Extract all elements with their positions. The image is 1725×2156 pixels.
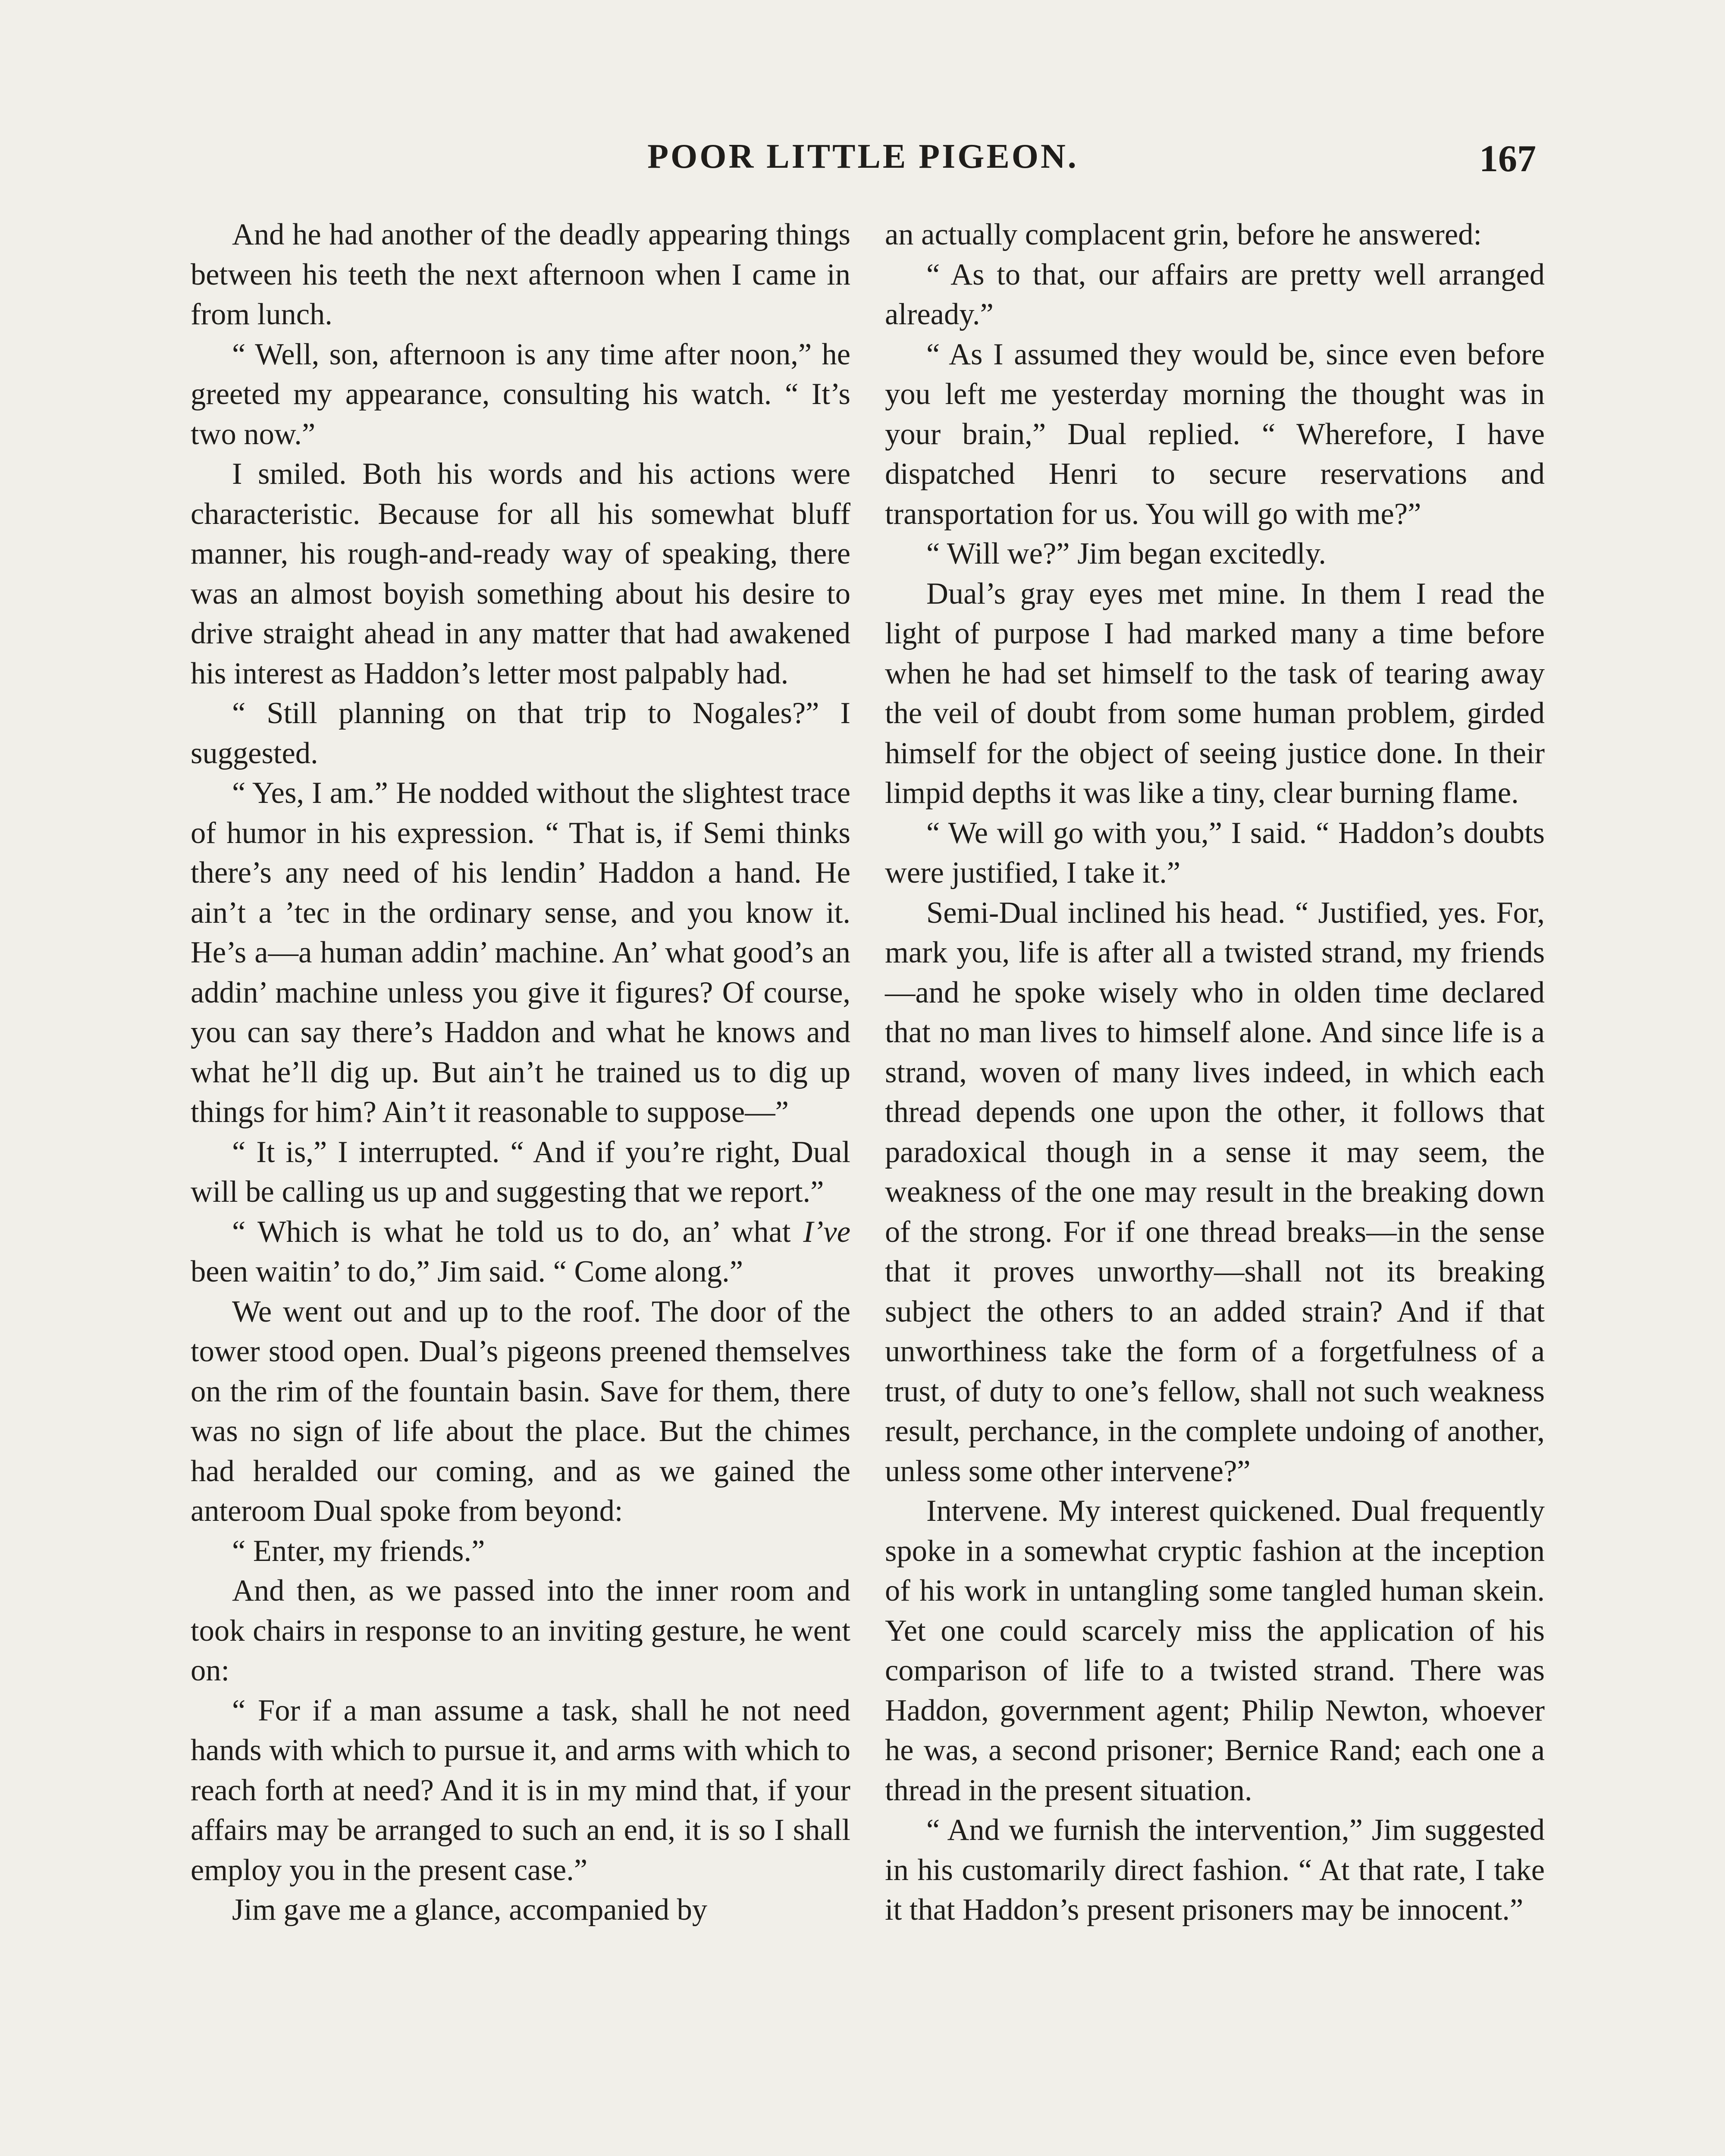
paragraph: “ Enter, my friends.”: [232, 1534, 485, 1568]
paragraph: Semi-Dual inclined his head. “ Justified, yes. For, mark you, life is after all a twisted strand, my friends—and he spoke wisely who in olden time declared that no man lives to himself alone. And since life is a strand, woven of many lives indeed, in which each thread depends one upon the other, it follows that paradoxical though in a sense it may seem, the weakness of the one may result in the breaking down of the strong. For if one thread breaks—in the sense that it proves unworthy—shall not its breaking subject the others to an added strain? And if that unworthiness take the form of a forgetfulness of a trust, of duty to one’s fellow, shall not such weakness result, perchance, in the complete undoing of another, unless some other intervene?”: [885, 896, 1545, 1488]
running-title: POOR LITTLE PIGEON.: [647, 138, 1079, 175]
page-header: [190, 137, 1536, 185]
paragraph: “ Still planning on that trip to Nogales?” I suggested.: [191, 696, 850, 770]
paragraph: We went out and up to the roof. The door of the tower stood open. Dual’s pigeons preened themselves on the rim of the fountain basin. Save for them, there was no sign of life about the place. But the chimes had heralded our coming, and as we gained the anteroom Dual spoke from beyond:: [191, 1294, 850, 1528]
paragraph: And then, as we passed into the inner room and took chairs in response to an inviting gesture, he went on:: [191, 1574, 850, 1687]
paragraph: “ Which is what he told us to do, an’ what I’ve been waitin’ to do,” Jim said. “ Come along.”: [191, 1215, 850, 1288]
paragraph: “ As to that, our affairs are pretty well arranged already.”: [885, 257, 1545, 331]
left-column: [191, 215, 850, 1930]
paragraph: Dual’s gray eyes met mine. In them I read the light of purpose I had marked many a time before when he had set himself to the task of tearing away the veil of doubt from some human problem, girded himself for the object of seeing justice done. In their limpid depths it was like a tiny, clear burning flame.: [885, 577, 1545, 810]
paragraph: “ And we furnish the intervention,” Jim suggested in his customarily direct fashion. “ At that rate, I take it that Haddon’s present prisoners may be innocent.”: [885, 1813, 1545, 1927]
right-column: [885, 215, 1545, 1930]
paragraph: “ Will we?” Jim began excitedly.: [926, 537, 1327, 570]
page-number: 167: [1479, 138, 1536, 180]
paragraph: “ It is,” I interrupted. “ And if you’re right, Dual will be calling us up and suggesting that we report.”: [191, 1135, 850, 1209]
paragraph: I smiled. Both his words and his actions were characteristic. Because for all his somewhat bluff manner, his rough-and-ready way of speaking, there was an almost boyish something about his desire to drive straight ahead in any matter that had awakened his interest as Haddon’s letter most palpably had.: [191, 457, 850, 690]
paragraph: “ We will go with you,” I said. “ Haddon’s doubts were justified, I take it.”: [885, 816, 1545, 890]
paragraph: “ For if a man assume a task, shall he not need hands with which to pursue it, and arms with which to reach forth at need? And it is in my mind that, if your affairs may be arranged to such an end, it is so I shall employ you in the present case.”: [191, 1693, 850, 1887]
paragraph: “ Yes, I am.” He nodded without the slightest trace of humor in his expression. “ That is, if Semi thinks there’s any need of his lendin’ Haddon a hand. He ain’t a ’tec in the ordinary sense, and you know it. He’s a—a human addin’ machine. An’ what good’s an addin’ machine unless you give it figures? Of course, you can say there’s Haddon and what he knows and what he’ll dig up. But ain’t he trained us to dig up things for him? Ain’t it reasonable to suppose—”: [191, 776, 850, 1129]
paragraph: “ As I assumed they would be, since even before you left me yesterday morning the thought was in your brain,” Dual replied. “ Wherefore, I have dispatched Henri to secure reservations and transportation for us. You will go with me?”: [885, 337, 1545, 531]
paragraph: Jim gave me a glance, accompanied by: [232, 1893, 708, 1927]
emphasis: I’ve: [803, 1215, 850, 1249]
paragraph: And he had another of the deadly appearing things between his teeth the next afternoon when I came in from lunch.: [191, 218, 850, 331]
paragraph: Intervene. My interest quickened. Dual frequently spoke in a somewhat cryptic fashion at the inception of his work in untangling some tangled human skein. Yet one could scarcely miss the application of his comparison of life to a twisted strand. There was Haddon, government agent; Philip Newton, whoever he was, a second prisoner; Bernice Rand; each one a thread in the present situation.: [885, 1494, 1545, 1807]
paragraph-continuation: an actually complacent grin, before he answered:: [885, 218, 1482, 251]
paragraph: “ Well, son, afternoon is any time after noon,” he greeted my appearance, consulting his watch. “ It’s two now.”: [191, 337, 850, 451]
